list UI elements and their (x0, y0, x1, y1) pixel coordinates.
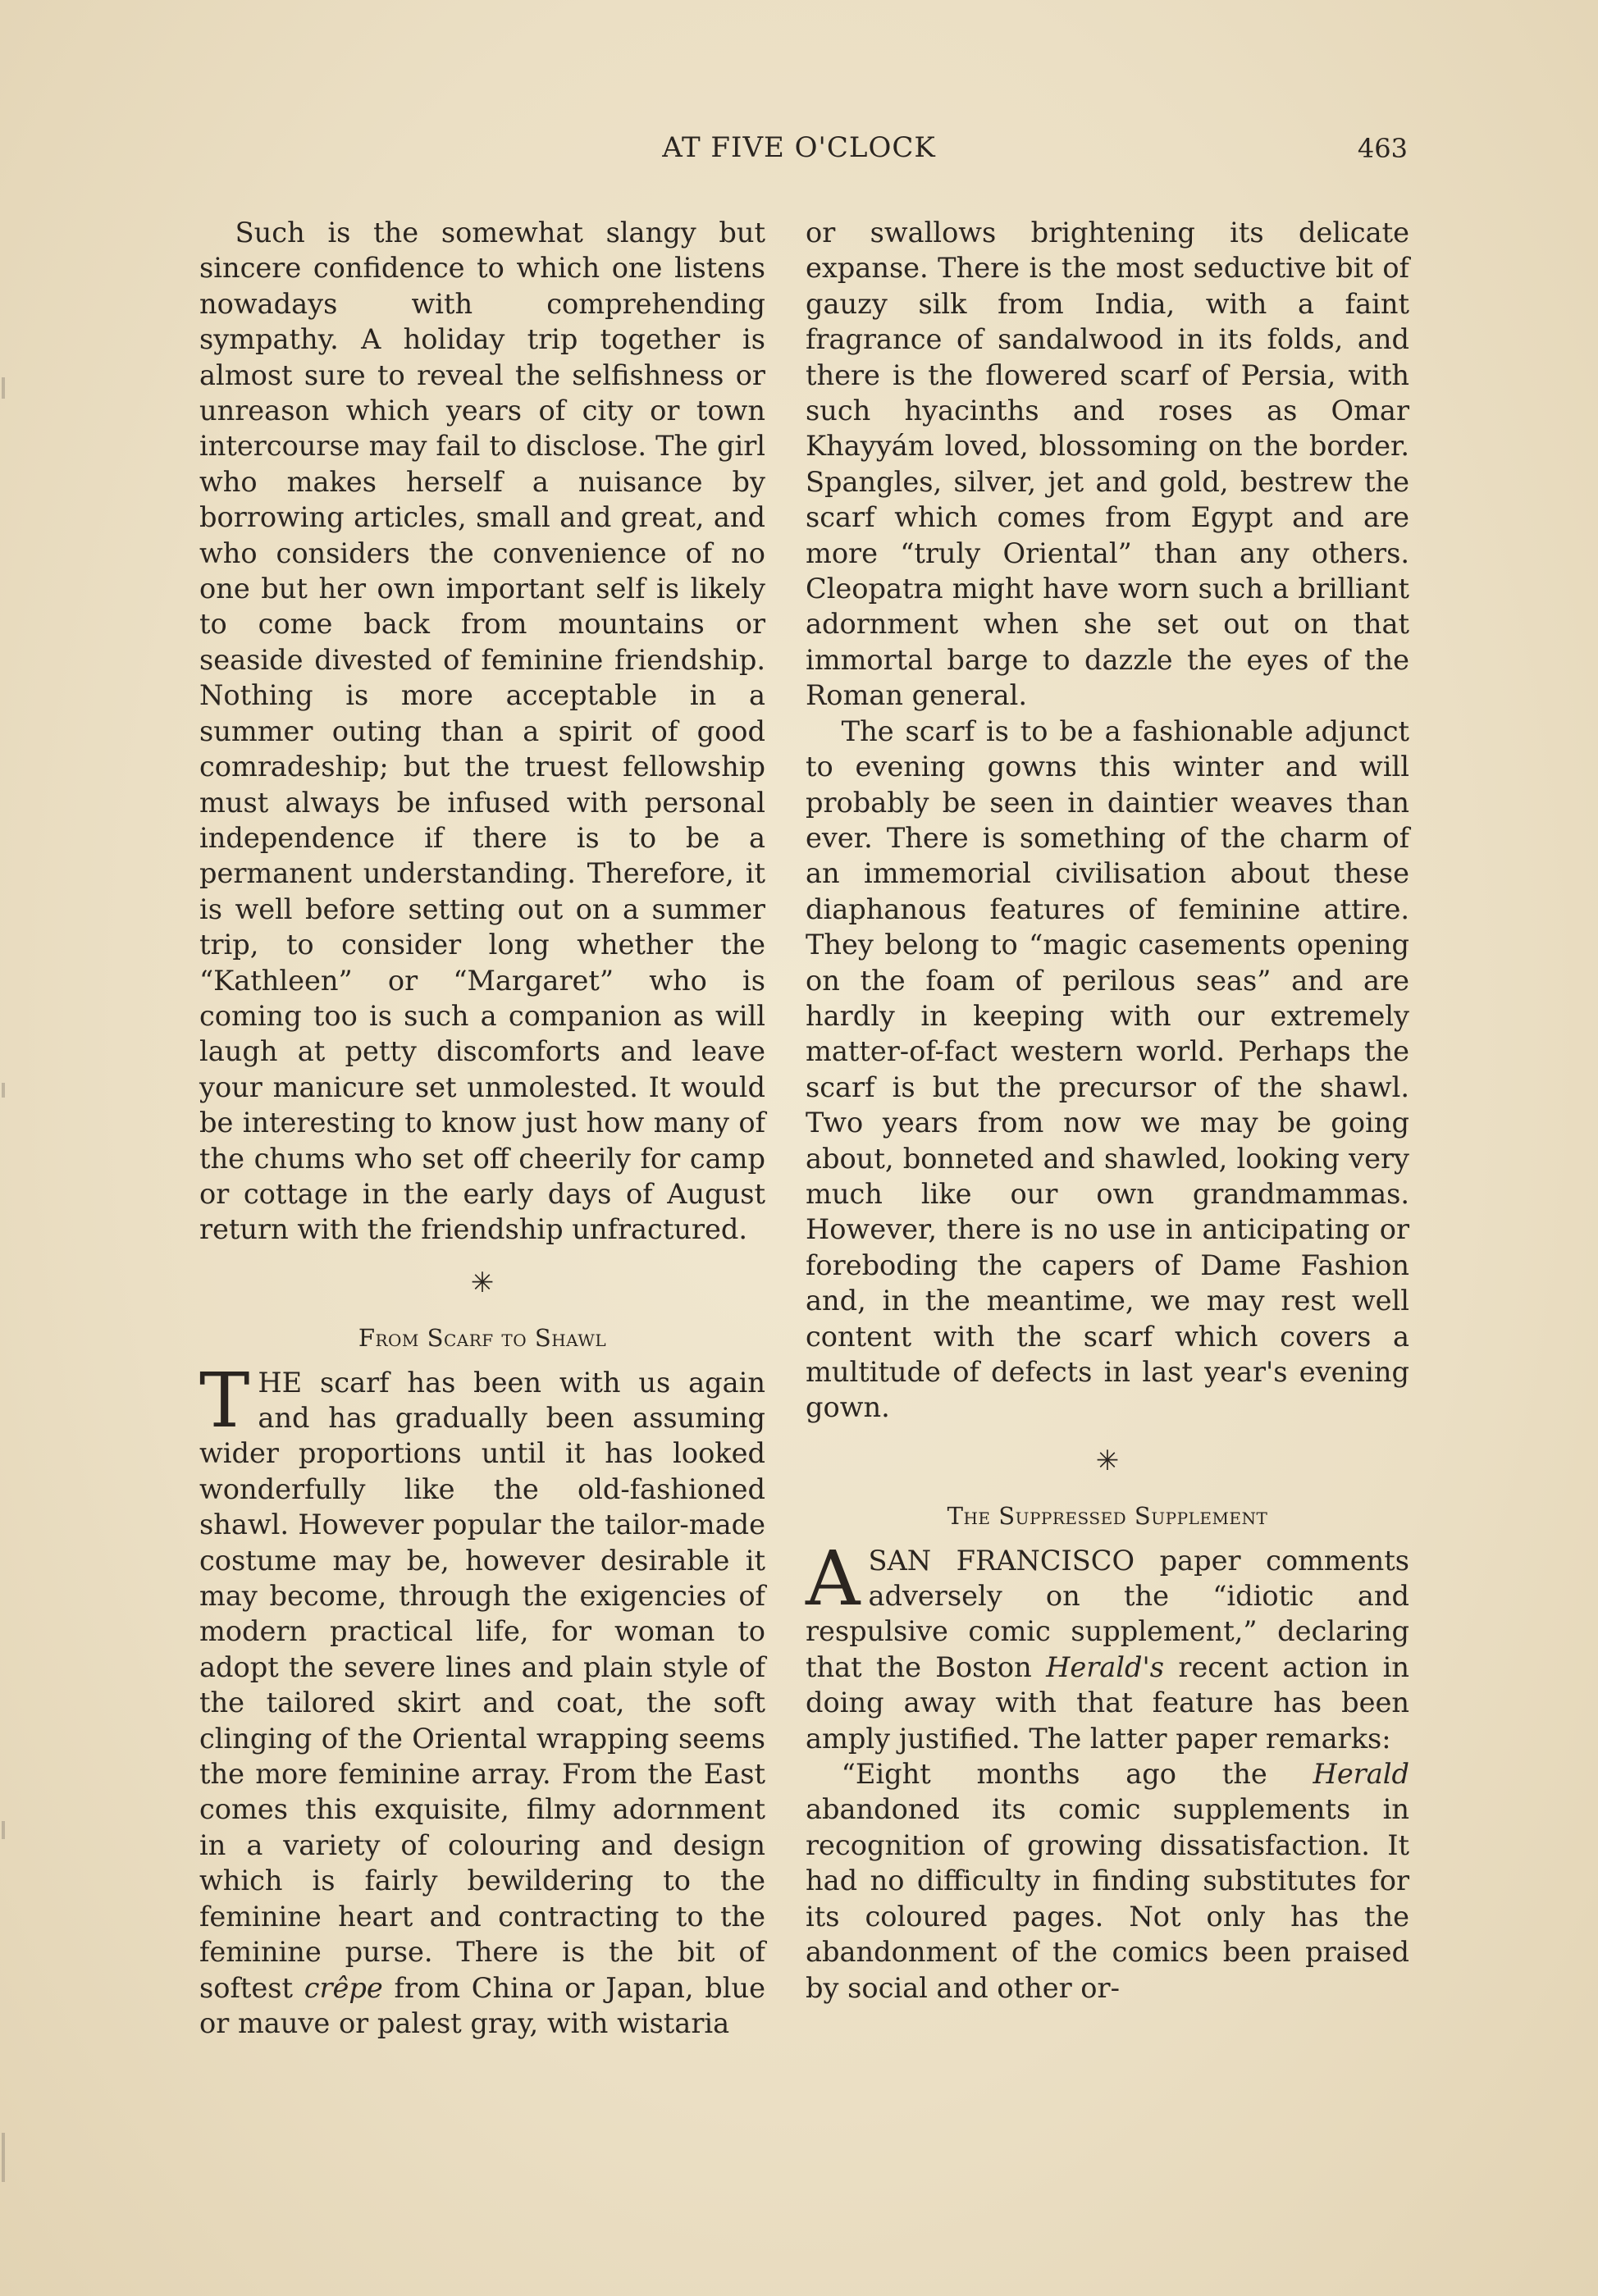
paragraph-text: recent action in doing away with that feature has been amply justified. The latter paper remarks: (806, 1650, 1409, 1755)
section-title-text: The Suppressed Supplement (947, 1502, 1268, 1531)
page-number: 463 (1357, 133, 1408, 164)
asterism-ornament: ✳ (470, 1266, 495, 1299)
paragraph (806, 1534, 1409, 1756)
paragraph-text: from China or Japan, blue or mauve or palest gray, with wistaria (199, 1971, 765, 2039)
paragraph: or swallows brightening its delicate expanse. There is the most seductive bit of gauzy silk from India, with a faint fragrance of sandalwood in its folds, and there is the flowered scarf of Persia, with such hyacinths and roses as Omar Khayyám loved, blossoming on the border. Spangles, silver, jet and gold, bestrew the scarf which comes from Egypt and are more “truly Oriental” than any others. Cleopatra might have worn such a brilliant adornment when she set out on that immortal barge to dazzle the eyes of the Roman general. (806, 217, 1409, 712)
margin-mark (2, 1821, 5, 1839)
paragraph-text: “Eight months ago the (841, 1758, 1313, 1791)
paragraph (806, 1756, 1409, 2006)
margin-mark (2, 377, 5, 399)
paragraph-text: abandoned its comic supplements in recognition of growing dissatisfaction. It had no difficulty in finding substitutes for its coloured pages. Not only has the abandonment of the comics been praised by social and other or- (806, 1793, 1409, 2004)
paragraph-text: HE scarf has been with us again and has gradually been assuming wider proportions until it has looked wonderfully like the old-fashioned shawl. However popular the tailor-made costume may be, however desirable it may become, through the exigencies of modern practical life, for woman to adopt the severe lines and plain style of the tailored skirt and coat, the soft clinging of the Oriental wrapping seems the more feminine array. From the East comes this exquisite, filmy adornment in a variety of colouring and design which is fairly bewildering to the feminine heart and contracting to the feminine purse. There is the bit of softest (199, 1366, 765, 2004)
italic-word: Herald (1313, 1758, 1409, 1791)
margin-mark (2, 1083, 5, 1098)
italic-word: crêpe (304, 1971, 383, 2004)
left-column (199, 215, 765, 2041)
section-title (199, 1321, 765, 1356)
asterism-ornament: ✳ (1095, 1444, 1120, 1477)
section-title-text: From Scarf to Shawl (358, 1324, 607, 1353)
right-column (806, 215, 1409, 2006)
paragraph: The scarf is to be a fashionable adjunct to evening gowns this winter and will probably be seen in daintier weaves than ever. There is something of the charm of an immemorial civilisation about these diaphanous features of feminine attire. They belong to “magic casements opening on the foam of perilous seas” and are hardly in keeping with our extremely matter-of-fact western world. Perhaps the scarf is but the precursor of the shawl. Two years from now we may be going about, bonneted and shawled, looking very much like our own grandmammas. However, there is no use in anticipating or foreboding the capers of Dame Fashion and, in the meantime, we may rest well content with the scarf which covers a multitude of defects in last year's evening gown. (806, 714, 1409, 1424)
italic-word: Herald's (1046, 1650, 1164, 1683)
drop-cap: A (806, 1534, 861, 1623)
drop-cap: T (199, 1356, 250, 1445)
page-header (0, 131, 1598, 180)
paragraph (199, 1356, 765, 2042)
paragraph: Such is the somewhat slangy but sincere confidence to which one listens nowadays with comprehending sympathy. A holiday trip together is almost sure to reveal the selfishness or unreason which years of city or town intercourse may fail to disclose. The girl who makes herself a nuisance by borrowing articles, small and great, and who considers the convenience of no one but her own important self is likely to come back from mountains or seaside divested of feminine friendship. Nothing is more acceptable in a summer outing than a spirit of good comradeship; but the truest fellowship must always be infused with personal independence if there is to be a permanent understanding. Therefore, it is well before setting out on a summer trip, to consider long whether the “Kathleen” or “Margaret” who is coming too is such a companion as will laugh at petty discomforts and leave your manicure set unmolested. It would be interesting to know just how many of the chums who set off cheerily for camp or cottage in the early days of August return with the friendship unfractured. (199, 217, 765, 1246)
margin-mark (2, 2133, 5, 2182)
paragraph-text: SAN FRANCISCO paper comments adversely on the “idiotic and respulsive comic supplement,” declaring that the Boston (806, 1544, 1409, 1683)
section-title (806, 1499, 1409, 1534)
running-title: AT FIVE O'CLOCK (662, 131, 936, 164)
